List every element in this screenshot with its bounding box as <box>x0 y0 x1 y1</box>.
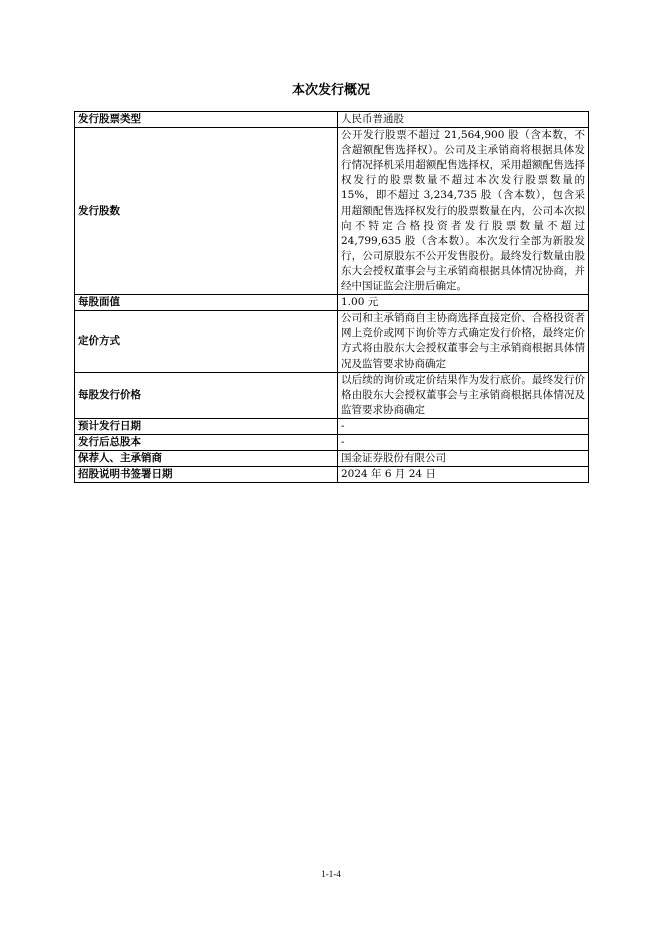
row-value-share-count: 公开发行股票不超过 21,564,900 股（含本数，不含超额配售选择权）。公司及主承销商将根据具体发行情况择机采用超额配售选择权，采用超额配售选择权发行的股票数量不超过本次发行股票数量的 15%，即不超过 3,234,735 股（含本数），包含采用超额配售选择权发行的股票数量在内，公司本次拟向不特定合格投资者发行股票数量不超过 24,799,635 股（含本数）。本次发行全部为新股发行，公司原股东不公开发售股份。最终发行数量由股东大会授权董事会与主承销商根据具体情况协商，并经中国证监会注册后确定。 <box>338 128 589 295</box>
table-row <box>75 467 589 483</box>
row-value-signing-date: 2024 年 6 月 24 日 <box>338 467 589 483</box>
row-value-total-shares: - <box>338 434 589 450</box>
table-row <box>75 418 589 434</box>
offering-summary-table <box>74 111 589 483</box>
page-number: 1-1-4 <box>321 869 341 879</box>
row-label-sponsor: 保荐人、主承销商 <box>75 451 338 467</box>
table-row <box>75 112 589 128</box>
row-label-issue-price: 每股发行价格 <box>75 372 338 418</box>
document-title: 本次发行概况 <box>291 83 370 98</box>
table-row <box>75 451 589 467</box>
row-label-issue-date: 预计发行日期 <box>75 418 338 434</box>
row-value-sponsor: 国金证券股份有限公司 <box>338 451 589 467</box>
table-row <box>75 311 589 372</box>
row-value-pricing-method: 公司和主承销商自主协商选择直接定价、合格投资者网上竞价或网下询价等方式确定发行价格，最终定价方式将由股东大会授权董事会与主承销商根据具体情况及监管要求协商确定 <box>338 311 589 372</box>
row-value-stock-type: 人民币普通股 <box>338 112 589 128</box>
row-value-issue-price: 以后续的询价或定价结果作为发行底价。最终发行价格由股东大会授权董事会与主承销商根据具体情况及监管要求协商确定 <box>338 372 589 418</box>
table-row <box>75 295 589 311</box>
table-row <box>75 128 589 295</box>
row-value-issue-date: - <box>338 418 589 434</box>
row-label-share-count: 发行股数 <box>75 128 338 295</box>
row-label-pricing-method: 定价方式 <box>75 311 338 372</box>
table-row <box>75 434 589 450</box>
row-label-stock-type: 发行股票类型 <box>75 112 338 128</box>
row-label-signing-date: 招股说明书签署日期 <box>75 467 338 483</box>
row-value-par-value: 1.00 元 <box>338 295 589 311</box>
row-label-total-shares: 发行后总股本 <box>75 434 338 450</box>
table-row <box>75 372 589 418</box>
row-label-par-value: 每股面值 <box>75 295 338 311</box>
